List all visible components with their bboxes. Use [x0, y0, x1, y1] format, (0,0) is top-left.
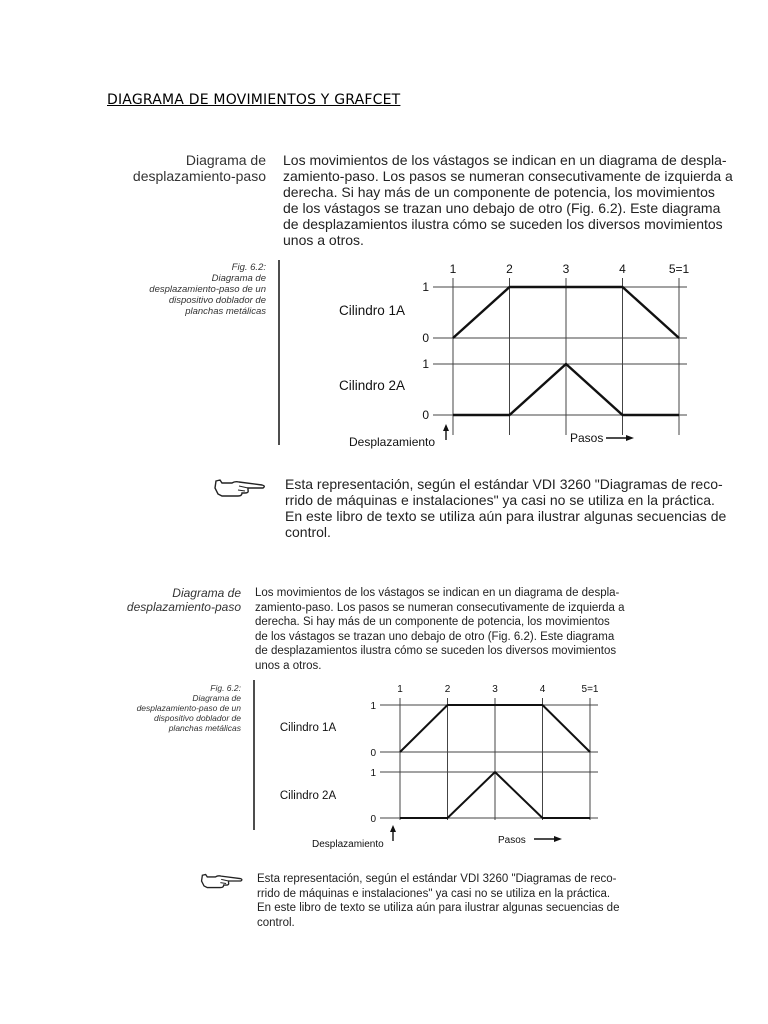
level-tick-label: 1	[422, 280, 429, 294]
cylinder-label: Cilindro 2A	[338, 378, 406, 393]
step-label: 5=1	[581, 684, 599, 695]
note-text-small: Esta representación, según el estándar VDI 3260 "Diagramas de reco- rrido de máquinas e instalaciones" ya casi no se utiliza en la práctica. En este libro de texto se utiliza aún para ilustrar algunas secuencias de control.	[257, 873, 620, 929]
level-tick-label: 0	[422, 408, 429, 422]
note-icon-wrapper	[212, 477, 268, 499]
cylinder-label: Cilindro 1A	[338, 303, 406, 318]
level-tick-label: 1	[370, 768, 376, 779]
step-label: 2	[444, 684, 451, 695]
section-paragraph: Los movimientos de los vástagos se indican en un diagrama de despla- zamiento-paso. Los pasos se numeran consecutivamente de izquierda a derecha. Si hay más de un componente de potencia, los movimientos de los vástagos se trazan uno debajo de otro (Fig. 6.2). Este diagrama de desplazamientos ilustra cómo se suceden los diversos movimientos unos a otros.	[283, 152, 733, 248]
ylabel-arrow-head	[443, 424, 449, 431]
xlabel-pasos: Pasos	[498, 835, 526, 846]
displacement-series-line	[400, 705, 590, 752]
step-label: 3	[492, 684, 498, 695]
cylinder-label: Cilindro 2A	[279, 790, 337, 802]
section-heading-small: Diagrama de desplazamiento-paso	[126, 586, 241, 614]
level-tick-label: 0	[422, 331, 429, 345]
pointing-hand-icon	[212, 477, 268, 499]
step-label: 5=1	[668, 262, 690, 276]
xlabel-pasos: Pasos	[570, 431, 604, 445]
step-label: 2	[506, 262, 513, 276]
page-title: DIAGRAMA DE MOVIMIENTOS Y GRAFCET	[107, 92, 401, 108]
level-tick-label: 1	[422, 357, 429, 371]
xlabel-arrow-head	[554, 836, 562, 842]
step-label: 4	[539, 684, 546, 695]
step-label: 1	[397, 684, 403, 695]
ylabel-desplazamiento: Desplazamiento	[349, 435, 436, 449]
displacement-series-line	[453, 287, 679, 338]
displacement-series-line	[400, 772, 590, 818]
displacement-series-line	[453, 364, 679, 415]
cylinder-label: Cilindro 1A	[279, 722, 337, 734]
ylabel-arrow-head	[390, 825, 396, 832]
level-tick-label: 0	[370, 814, 376, 825]
step-label: 3	[562, 262, 570, 276]
pointing-hand-icon-small	[199, 872, 245, 890]
step-label: 1	[449, 262, 457, 276]
note-icon-wrapper-small	[199, 872, 245, 890]
level-tick-label: 1	[370, 701, 376, 712]
ylabel-desplazamiento: Desplazamiento	[312, 839, 384, 850]
xlabel-arrow-head	[626, 435, 634, 441]
note-text: Esta representación, según el estándar VDI 3260 "Diagramas de reco- rrido de máquinas e instalaciones" ya casi no se utiliza en la práctica. En este libro de texto se utiliza aún para ilustrar algunas secuencias de control.	[285, 476, 727, 540]
section-heading: Diagrama de desplazamiento-paso	[132, 152, 266, 184]
figure-caption: Fig. 6.2: Diagrama de desplazamiento-paso de un dispositivo doblador de planchas metálicas	[149, 262, 266, 317]
level-tick-label: 0	[370, 748, 376, 759]
step-label: 4	[619, 262, 626, 276]
section-paragraph-small: Los movimientos de los vástagos se indican en un diagrama de despla- zamiento-paso. Los pasos se numeran consecutivamente de izquierda a derecha. Si hay más de un componente de potencia, los movimientos de los vástagos se trazan uno debajo de otro (Fig. 6.2). Este diagrama de desplazamientos ilustra cómo se suceden los diversos movimientos unos a otros.	[255, 587, 625, 672]
figure-caption-small: Fig. 6.2: Diagrama de desplazamiento-paso de un dispositivo doblador de planchas metálicas	[136, 683, 241, 733]
